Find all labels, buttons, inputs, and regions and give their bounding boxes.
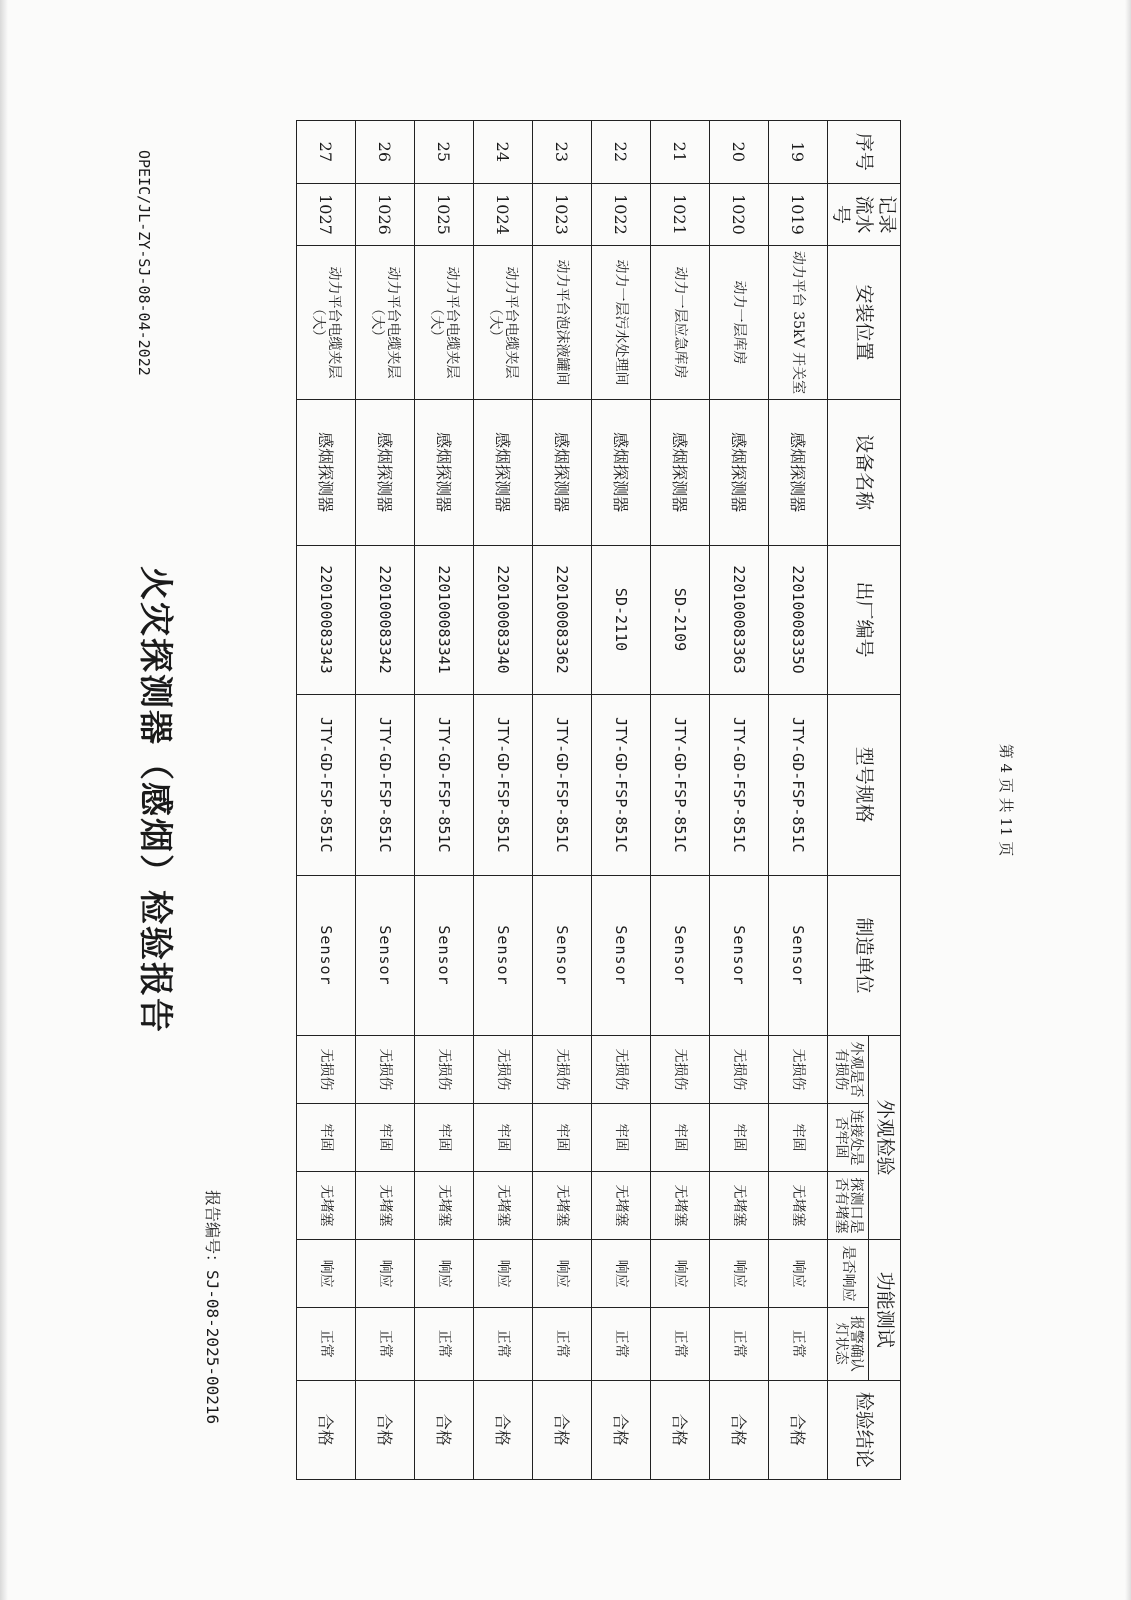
page-title: 火灾探测器（感烟）检验报告 (135, 566, 175, 1034)
cell-damage: 无损伤 (768, 1035, 827, 1103)
cell-manufacturer: Sensor (296, 876, 355, 1036)
cell-alarm: 正常 (473, 1308, 532, 1380)
cell-device-name: 感烟探测器 (591, 399, 650, 545)
cell-response: 响应 (591, 1240, 650, 1308)
table-row (650, 121, 709, 1480)
cell-alarm: 正常 (709, 1308, 768, 1380)
table-row (709, 121, 768, 1480)
cell-damage: 无损伤 (296, 1035, 355, 1103)
cell-record-no: 1019 (768, 183, 827, 246)
cell-conclusion: 合格 (532, 1380, 591, 1480)
cell-damage: 无损伤 (591, 1035, 650, 1103)
col-header-model: 型号规格 (827, 694, 900, 875)
cell-manufacturer: Sensor (532, 876, 591, 1036)
cell-serial-no: 220100083340 (473, 545, 532, 694)
page-footer: 第 4 页 共 11 页 (997, 743, 1015, 857)
cell-connection: 牢固 (532, 1103, 591, 1171)
cell-blockage: 无堵塞 (709, 1172, 768, 1240)
cell-model: JTY-GD-FSP-851C (650, 694, 709, 875)
cell-serial-no: 220100083342 (355, 545, 414, 694)
cell-conclusion: 合格 (355, 1380, 414, 1480)
cell-device-name: 感烟探测器 (532, 399, 591, 545)
cell-conclusion: 合格 (414, 1380, 473, 1480)
cell-connection: 牢固 (414, 1103, 473, 1171)
cell-device-name: 感烟探测器 (414, 399, 473, 545)
cell-conclusion: 合格 (650, 1380, 709, 1480)
cell-seq: 22 (591, 121, 650, 184)
cell-blockage: 无堵塞 (473, 1172, 532, 1240)
cell-manufacturer: Sensor (473, 876, 532, 1036)
cell-conclusion: 合格 (296, 1380, 355, 1480)
cell-device-name: 感烟探测器 (709, 399, 768, 545)
cell-connection: 牢固 (650, 1103, 709, 1171)
cell-seq: 26 (355, 121, 414, 184)
cell-seq: 25 (414, 121, 473, 184)
cell-seq: 24 (473, 121, 532, 184)
cell-blockage: 无堵塞 (355, 1172, 414, 1240)
cell-location: 动力平台电缆夹层（大） (414, 246, 473, 399)
cell-serial-no: 220100083362 (532, 545, 591, 694)
cell-manufacturer: Sensor (768, 876, 827, 1036)
cell-location: 动力平台泡沫液罐间 (532, 246, 591, 399)
cell-conclusion: 合格 (591, 1380, 650, 1480)
cell-blockage: 无堵塞 (591, 1172, 650, 1240)
cell-response: 响应 (355, 1240, 414, 1308)
cell-alarm: 正常 (355, 1308, 414, 1380)
cell-damage: 无损伤 (650, 1035, 709, 1103)
cell-device-name: 感烟探测器 (355, 399, 414, 545)
cell-serial-no: SD-2110 (591, 545, 650, 694)
cell-conclusion: 合格 (768, 1380, 827, 1480)
col-header-record-no: 记录流水号 (827, 183, 900, 246)
cell-blockage: 无堵塞 (532, 1172, 591, 1240)
cell-model: JTY-GD-FSP-851C (591, 694, 650, 875)
cell-connection: 牢固 (591, 1103, 650, 1171)
col-header-appearance-blockage: 探测口是否有堵塞 (827, 1172, 868, 1240)
cell-model: JTY-GD-FSP-851C (532, 694, 591, 875)
cell-damage: 无损伤 (473, 1035, 532, 1103)
table-row (414, 121, 473, 1480)
table-row (591, 121, 650, 1480)
cell-blockage: 无堵塞 (414, 1172, 473, 1240)
table-row (355, 121, 414, 1480)
cell-model: JTY-GD-FSP-851C (768, 694, 827, 875)
cell-alarm: 正常 (296, 1308, 355, 1380)
cell-response: 响应 (414, 1240, 473, 1308)
cell-alarm: 正常 (414, 1308, 473, 1380)
col-header-function-group: 功能测试 (868, 1240, 900, 1380)
header-row-1 (868, 121, 900, 1480)
cell-serial-no: 220100083363 (709, 545, 768, 694)
cell-response: 响应 (473, 1240, 532, 1308)
cell-manufacturer: Sensor (650, 876, 709, 1036)
cell-record-no: 1024 (473, 183, 532, 246)
cell-manufacturer: Sensor (709, 876, 768, 1036)
col-header-appearance-connection: 连接处是否牢固 (827, 1103, 868, 1171)
cell-serial-no: 220100083343 (296, 545, 355, 694)
cell-damage: 无损伤 (709, 1035, 768, 1103)
cell-response: 响应 (296, 1240, 355, 1308)
col-header-serial-no: 出厂编号 (827, 545, 900, 694)
col-header-function-response: 是否响应 (827, 1240, 868, 1308)
cell-connection: 牢固 (296, 1103, 355, 1171)
cell-record-no: 1026 (355, 183, 414, 246)
cell-device-name: 感烟探测器 (296, 399, 355, 545)
cell-model: JTY-GD-FSP-851C (414, 694, 473, 875)
table-row (473, 121, 532, 1480)
cell-location: 动力平台电缆夹层（大） (296, 246, 355, 399)
cell-serial-no: 22010008335O (768, 545, 827, 694)
cell-blockage: 无堵塞 (768, 1172, 827, 1240)
document-code: OPEIC/JL-ZY-SJ-08-04-2022 (135, 150, 153, 376)
cell-blockage: 无堵塞 (296, 1172, 355, 1240)
cell-device-name: 感烟探测器 (473, 399, 532, 545)
cell-record-no: 1022 (591, 183, 650, 246)
cell-blockage: 无堵塞 (650, 1172, 709, 1240)
cell-response: 响应 (650, 1240, 709, 1308)
cell-model: JTY-GD-FSP-851C (473, 694, 532, 875)
cell-conclusion: 合格 (709, 1380, 768, 1480)
cell-record-no: 1025 (414, 183, 473, 246)
cell-manufacturer: Sensor (414, 876, 473, 1036)
cell-seq: 23 (532, 121, 591, 184)
cell-connection: 牢固 (355, 1103, 414, 1171)
cell-device-name: 感烟探测器 (768, 399, 827, 545)
cell-location: 动力一层库房 (709, 246, 768, 399)
inspection-table (296, 120, 901, 1480)
cell-connection: 牢固 (768, 1103, 827, 1171)
cell-damage: 无损伤 (355, 1035, 414, 1103)
col-header-appearance-group: 外观检验 (868, 1035, 900, 1239)
cell-location: 动力平台电缆夹层（大） (473, 246, 532, 399)
cell-location: 动力平台 35kV 开关室 (768, 246, 827, 399)
col-header-manufacturer: 制造单位 (827, 876, 900, 1036)
cell-model: JTY-GD-FSP-851C (296, 694, 355, 875)
cell-location: 动力平台电缆夹层（大） (355, 246, 414, 399)
cell-seq: 27 (296, 121, 355, 184)
cell-damage: 无损伤 (532, 1035, 591, 1103)
table-row (768, 121, 827, 1480)
table-row (296, 121, 355, 1480)
cell-model: JTY-GD-FSP-851C (355, 694, 414, 875)
cell-record-no: 1027 (296, 183, 355, 246)
report-number: 报告编号：SJ-08-2025-00216 (203, 1190, 222, 1425)
cell-manufacturer: Sensor (355, 876, 414, 1036)
cell-response: 响应 (709, 1240, 768, 1308)
col-header-appearance-damage: 外观是否有损伤 (827, 1035, 868, 1103)
table-row (532, 121, 591, 1480)
cell-record-no: 1020 (709, 183, 768, 246)
inspection-table-wrapper (296, 120, 901, 1480)
cell-model: JTY-GD-FSP-851C (709, 694, 768, 875)
cell-device-name: 感烟探测器 (650, 399, 709, 545)
cell-connection: 牢固 (709, 1103, 768, 1171)
cell-record-no: 1021 (650, 183, 709, 246)
col-header-device-name: 设备名称 (827, 399, 900, 545)
cell-damage: 无损伤 (414, 1035, 473, 1103)
cell-seq: 20 (709, 121, 768, 184)
cell-alarm: 正常 (532, 1308, 591, 1380)
col-header-conclusion: 检验结论 (827, 1380, 900, 1480)
cell-conclusion: 合格 (473, 1380, 532, 1480)
cell-serial-no: SD-2109 (650, 545, 709, 694)
cell-seq: 21 (650, 121, 709, 184)
cell-serial-no: 220100083341 (414, 545, 473, 694)
cell-record-no: 1023 (532, 183, 591, 246)
col-header-function-alarm: 报警确认灯状态 (827, 1308, 868, 1380)
cell-alarm: 正常 (650, 1308, 709, 1380)
cell-response: 响应 (768, 1240, 827, 1308)
cell-seq: 19 (768, 121, 827, 184)
cell-alarm: 正常 (768, 1308, 827, 1380)
cell-location: 动力一层应急库房 (650, 246, 709, 399)
cell-alarm: 正常 (591, 1308, 650, 1380)
col-header-seq: 序号 (827, 121, 900, 184)
cell-location: 动力一层污水处理间 (591, 246, 650, 399)
cell-manufacturer: Sensor (591, 876, 650, 1036)
col-header-location: 安装位置 (827, 246, 900, 399)
cell-connection: 牢固 (473, 1103, 532, 1171)
cell-response: 响应 (532, 1240, 591, 1308)
